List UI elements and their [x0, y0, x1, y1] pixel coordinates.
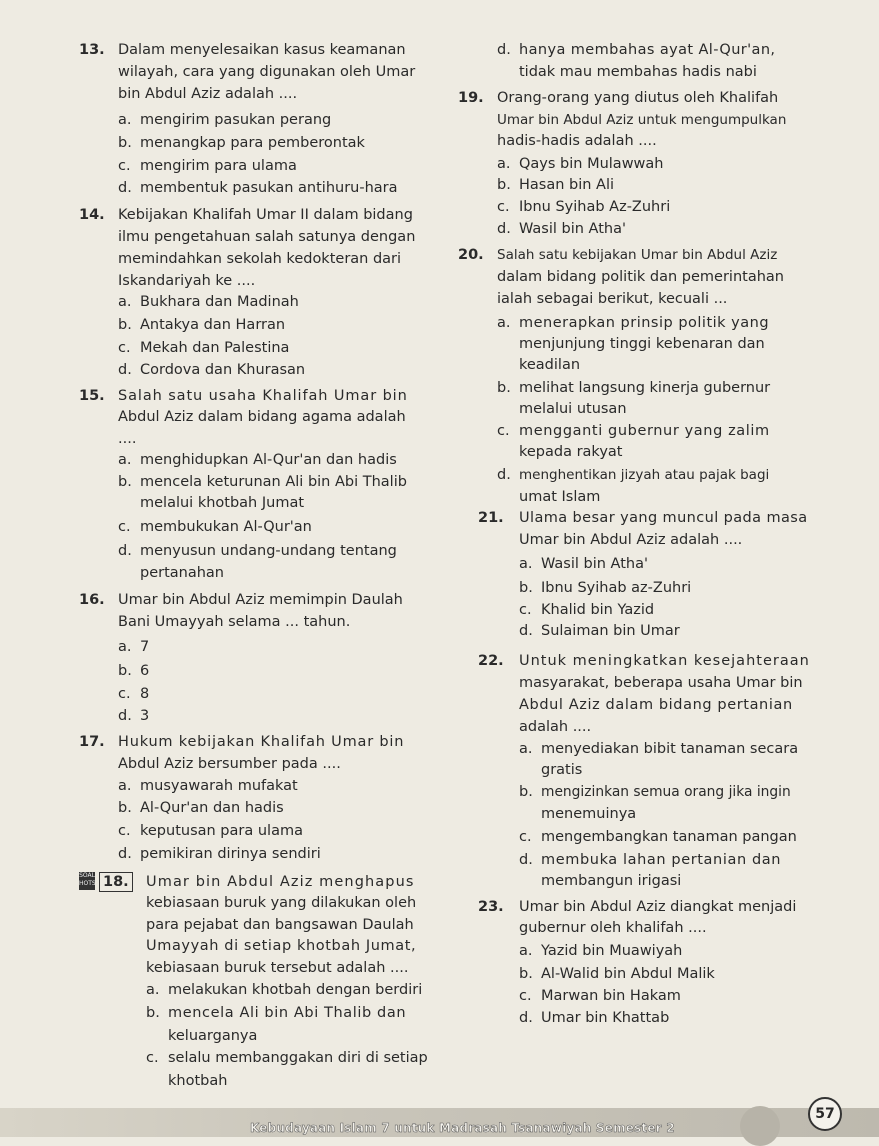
option-d[interactable]: d. membentuk pasukan antihuru-hara — [118, 180, 398, 196]
question-text: masyarakat, beberapa usaha Umar bin — [519, 675, 803, 691]
question-number: 17. — [79, 734, 105, 750]
question-text: kebiasaan buruk yang dilakukan oleh — [146, 895, 417, 911]
question-text: Umar bin Abdul Aziz adalah .... — [519, 532, 743, 548]
question-text: Untuk meningkatkan kesejahteraan — [519, 653, 810, 669]
question-number: 19. — [458, 90, 484, 106]
option-a[interactable]: a. Qays bin Mulawwah — [497, 156, 664, 172]
option-b-cont: melalui utusan — [519, 401, 627, 417]
option-b[interactable]: b. Ibnu Syihab az-Zuhri — [519, 580, 692, 596]
option-c[interactable]: c. Khalid bin Yazid — [519, 602, 655, 618]
question-number: 21. — [478, 510, 504, 526]
option-b[interactable]: b. Al-Qur'an dan hadis — [118, 800, 284, 816]
option-c[interactable]: c. keputusan para ulama — [118, 823, 303, 839]
option-c-cont: kepada rakyat — [519, 444, 623, 460]
option-a[interactable]: a. menyediakan bibit tanaman secara — [519, 741, 799, 757]
option-a[interactable]: a. melakukan khotbah dengan berdiri — [146, 982, 423, 998]
question-number: 22. — [478, 653, 504, 669]
question-number: 16. — [79, 592, 105, 608]
option-a-cont: menjunjung tinggi kebenaran dan — [519, 336, 765, 352]
option-b-cont: keluarganya — [168, 1028, 258, 1044]
option-d-cont: membangun irigasi — [541, 873, 682, 889]
option-a[interactable]: a. menerapkan prinsip politik yang — [497, 315, 770, 331]
option-d[interactable]: d. 3 — [118, 708, 150, 724]
question-number: 14. — [79, 207, 105, 223]
option-d[interactable]: d. menyusun undang-undang tentang — [118, 543, 397, 559]
question-text: Umar bin Abdul Aziz memimpin Daulah — [118, 592, 403, 608]
question-text: Abdul Aziz dalam bidang agama adalah — [118, 409, 406, 425]
question-text: adalah .... — [519, 719, 592, 735]
question-text: para pejabat dan bangsawan Daulah — [146, 917, 414, 933]
option-c[interactable]: c. mengganti gubernur yang zalim — [497, 423, 770, 439]
option-b-cont: menemuinya — [541, 806, 637, 822]
option-a[interactable]: a. Bukhara dan Madinah — [118, 294, 299, 310]
question-text: wilayah, cara yang digunakan oleh Umar — [118, 64, 416, 80]
question-text: bin Abdul Aziz adalah .... — [118, 86, 298, 102]
option-c[interactable]: c. Marwan bin Hakam — [519, 988, 681, 1004]
option-a[interactable]: a. mengirim pasukan perang — [118, 112, 332, 128]
option-b[interactable]: b. melihat langsung kinerja gubernur — [497, 380, 771, 396]
question-text: kebiasaan buruk tersebut adalah .... — [146, 960, 409, 976]
question-text: ilmu pengetahuan salah satunya dengan — [118, 229, 416, 245]
question-text: Abdul Aziz dalam bidang pertanian — [519, 697, 793, 713]
option-a[interactable]: a. 7 — [118, 639, 150, 655]
question-number: 23. — [478, 899, 504, 915]
question-number: 18. — [99, 872, 133, 892]
hots-badge: SOAL HOTS — [79, 872, 95, 890]
question-text: Orang-orang yang diutus oleh Khalifah — [497, 90, 779, 106]
question-text: Iskandariyah ke .... — [118, 273, 256, 289]
question-text: Umar bin Abdul Aziz untuk mengumpulkan — [497, 112, 787, 128]
option-d-cont: umat Islam — [519, 489, 601, 505]
option-d[interactable]: d. pemikiran dirinya sendiri — [118, 846, 321, 862]
question-number: 13. — [79, 42, 105, 58]
decorative-circle-icon — [740, 1106, 780, 1146]
question-text: Salah satu usaha Khalifah Umar bin — [118, 388, 408, 404]
option-b[interactable]: b. Hasan bin Ali — [497, 177, 615, 193]
option-d[interactable]: d. membuka lahan pertanian dan — [519, 852, 782, 868]
question-text: ialah sebagai berikut, kecuali ... — [497, 291, 728, 307]
option-d[interactable]: d. Sulaiman bin Umar — [519, 623, 680, 639]
footer-title: Kebudayaan Islam 7 untuk Madrasah Tsanawiyah Semester 2 — [250, 1121, 675, 1135]
question-text: Umar bin Abdul Aziz menghapus — [146, 874, 415, 890]
question-text: Hukum kebijakan Khalifah Umar bin — [118, 734, 405, 750]
page-number: 57 — [808, 1097, 842, 1131]
question-number: 20. — [458, 247, 484, 263]
option-c[interactable]: c. mengirim para ulama — [118, 158, 297, 174]
option-d-cont: pertanahan — [140, 565, 224, 581]
option-a[interactable]: a. musyawarah mufakat — [118, 778, 298, 794]
question-text: Umayyah di setiap khotbah Jumat, — [146, 938, 417, 954]
option-text: tidak mau membahas hadis nabi — [519, 64, 757, 80]
option-a-cont: keadilan — [519, 357, 581, 373]
question-text: Umar bin Abdul Aziz diangkat menjadi — [519, 899, 797, 915]
option-b[interactable]: b. Antakya dan Harran — [118, 317, 286, 333]
option-b[interactable]: b. mengizinkan semua orang jika ingin — [519, 784, 791, 800]
option-b-cont: melalui khotbah Jumat — [140, 495, 305, 511]
option-d[interactable]: d. Umar bin Khattab — [519, 1010, 670, 1026]
question-text: Kebijakan Khalifah Umar II dalam bidang — [118, 207, 413, 223]
option-d[interactable]: d. menghentikan jizyah atau pajak bagi — [497, 467, 770, 483]
question-text: Bani Umayyah selama ... tahun. — [118, 614, 351, 630]
option-c[interactable]: c. selalu membanggakan diri di setiap — [146, 1050, 428, 1066]
option-a[interactable]: a. Wasil bin Atha' — [519, 556, 648, 572]
question-number: 15. — [79, 388, 105, 404]
option-b[interactable]: b. menangkap para pemberontak — [118, 135, 365, 151]
option-d[interactable]: d. Cordova dan Khurasan — [118, 362, 306, 378]
option-c-cont: khotbah — [168, 1073, 228, 1089]
question-text: Dalam menyelesaikan kasus keamanan — [118, 42, 406, 58]
option-c[interactable]: c. Ibnu Syihab Az-Zuhri — [497, 199, 671, 215]
option-a[interactable]: a. Yazid bin Muawiyah — [519, 943, 683, 959]
question-text: .... — [118, 431, 137, 447]
option-c[interactable]: c. 8 — [118, 686, 150, 702]
question-text: dalam bidang politik dan pemerintahan — [497, 269, 784, 285]
option-c[interactable]: c. membukukan Al-Qur'an — [118, 519, 312, 535]
option-b[interactable]: b. mencela keturunan Ali bin Abi Thalib — [118, 474, 407, 490]
option-text: hanya membahas ayat Al-Qur'an, — [519, 42, 776, 58]
option-c[interactable]: c. mengembangkan tanaman pangan — [519, 829, 797, 845]
option-b[interactable]: b. Al-Walid bin Abdul Malik — [519, 966, 715, 982]
question-text: Salah satu kebijakan Umar bin Abdul Aziz — [497, 247, 778, 263]
question-text: Abdul Aziz bersumber pada .... — [118, 756, 341, 772]
option-a-cont: gratis — [541, 762, 583, 778]
question-text: hadis-hadis adalah .... — [497, 133, 657, 149]
option-b[interactable]: b. 6 — [118, 663, 150, 679]
option-a[interactable]: a. menghidupkan Al-Qur'an dan hadis — [118, 452, 397, 468]
option-letter: d. — [497, 42, 511, 58]
option-d[interactable]: d. Wasil bin Atha' — [497, 221, 626, 237]
question-text: memindahkan sekolah kedokteran dari — [118, 251, 402, 267]
question-text: gubernur oleh khalifah .... — [519, 920, 707, 936]
option-b[interactable]: b. mencela Ali bin Abi Thalib dan — [146, 1005, 407, 1021]
question-text: Ulama besar yang muncul pada masa — [519, 510, 808, 526]
option-c[interactable]: c. Mekah dan Palestina — [118, 340, 290, 356]
